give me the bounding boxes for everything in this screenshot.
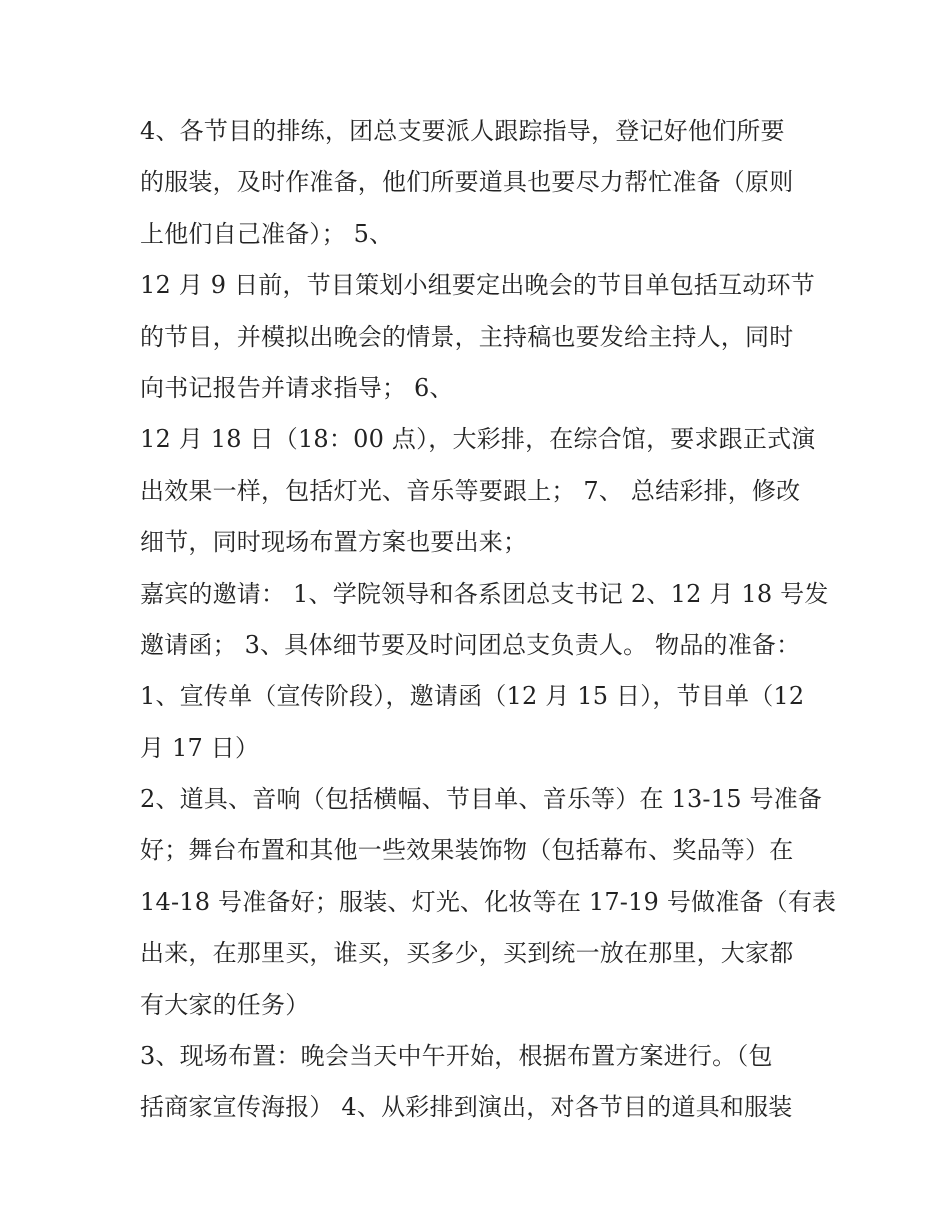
text-line: 出效果一样，包括灯光、音乐等要跟上； 7、 总结彩排，修改	[140, 476, 801, 505]
text-line: 月 17 日）	[140, 733, 260, 762]
text-line: 的服装，及时作准备，他们所要道具也要尽力帮忙准备（原则	[140, 168, 794, 197]
text-line: 的节目，并模拟出晚会的情景，主持稿也要发给主持人，同时	[140, 322, 794, 351]
text-line: 上他们自己准备）； 5、	[140, 219, 394, 248]
text-line: 嘉宾的邀请： 1、学院领导和各系团总支书记 2、12 月 18 号发	[140, 579, 829, 608]
text-line: 好；舞台布置和其他一些效果装饰物（包括幕布、奖品等）在	[140, 836, 794, 865]
text-line: 4、各节目的排练，团总支要派人跟踪指导，登记好他们所要	[140, 117, 785, 145]
text-line: 有大家的任务）	[140, 990, 310, 1019]
text-line: 1、宣传单（宣传阶段），邀请函（12 月 15 日），节目单（12	[140, 682, 805, 711]
text-line: 出来，在那里买，谁买，买多少，买到统一放在那里，大家都	[140, 939, 794, 968]
text-line: 邀请函； 3、具体细节要及时问团总支负责人。 物品的准备：	[140, 630, 801, 659]
text-line: 括商家宣传海报） 4、从彩排到演出，对各节目的道具和服装	[140, 1093, 793, 1122]
text-line: 12 月 18 日（18：00 点），大彩排，在综合馆，要求跟正式演	[140, 425, 816, 454]
text-line: 14-18 号准备好；服装、灯光、化妆等在 17-19 号做准备（有表	[140, 887, 837, 916]
text-line: 细节，同时现场布置方案也要出来；	[140, 528, 528, 557]
text-line: 12 月 9 日前，节目策划小组要定出晚会的节目单包括互动环节	[140, 271, 815, 300]
text-line: 3、现场布置：晚会当天中午开始，根据布置方案进行。（包	[140, 1042, 773, 1071]
text-line: 向书记报告并请求指导； 6、	[140, 373, 454, 402]
document-body	[140, 106, 837, 1134]
text-line: 2、道具、音响（包括横幅、节目单、音乐等）在 13-15 号准备	[140, 785, 823, 814]
